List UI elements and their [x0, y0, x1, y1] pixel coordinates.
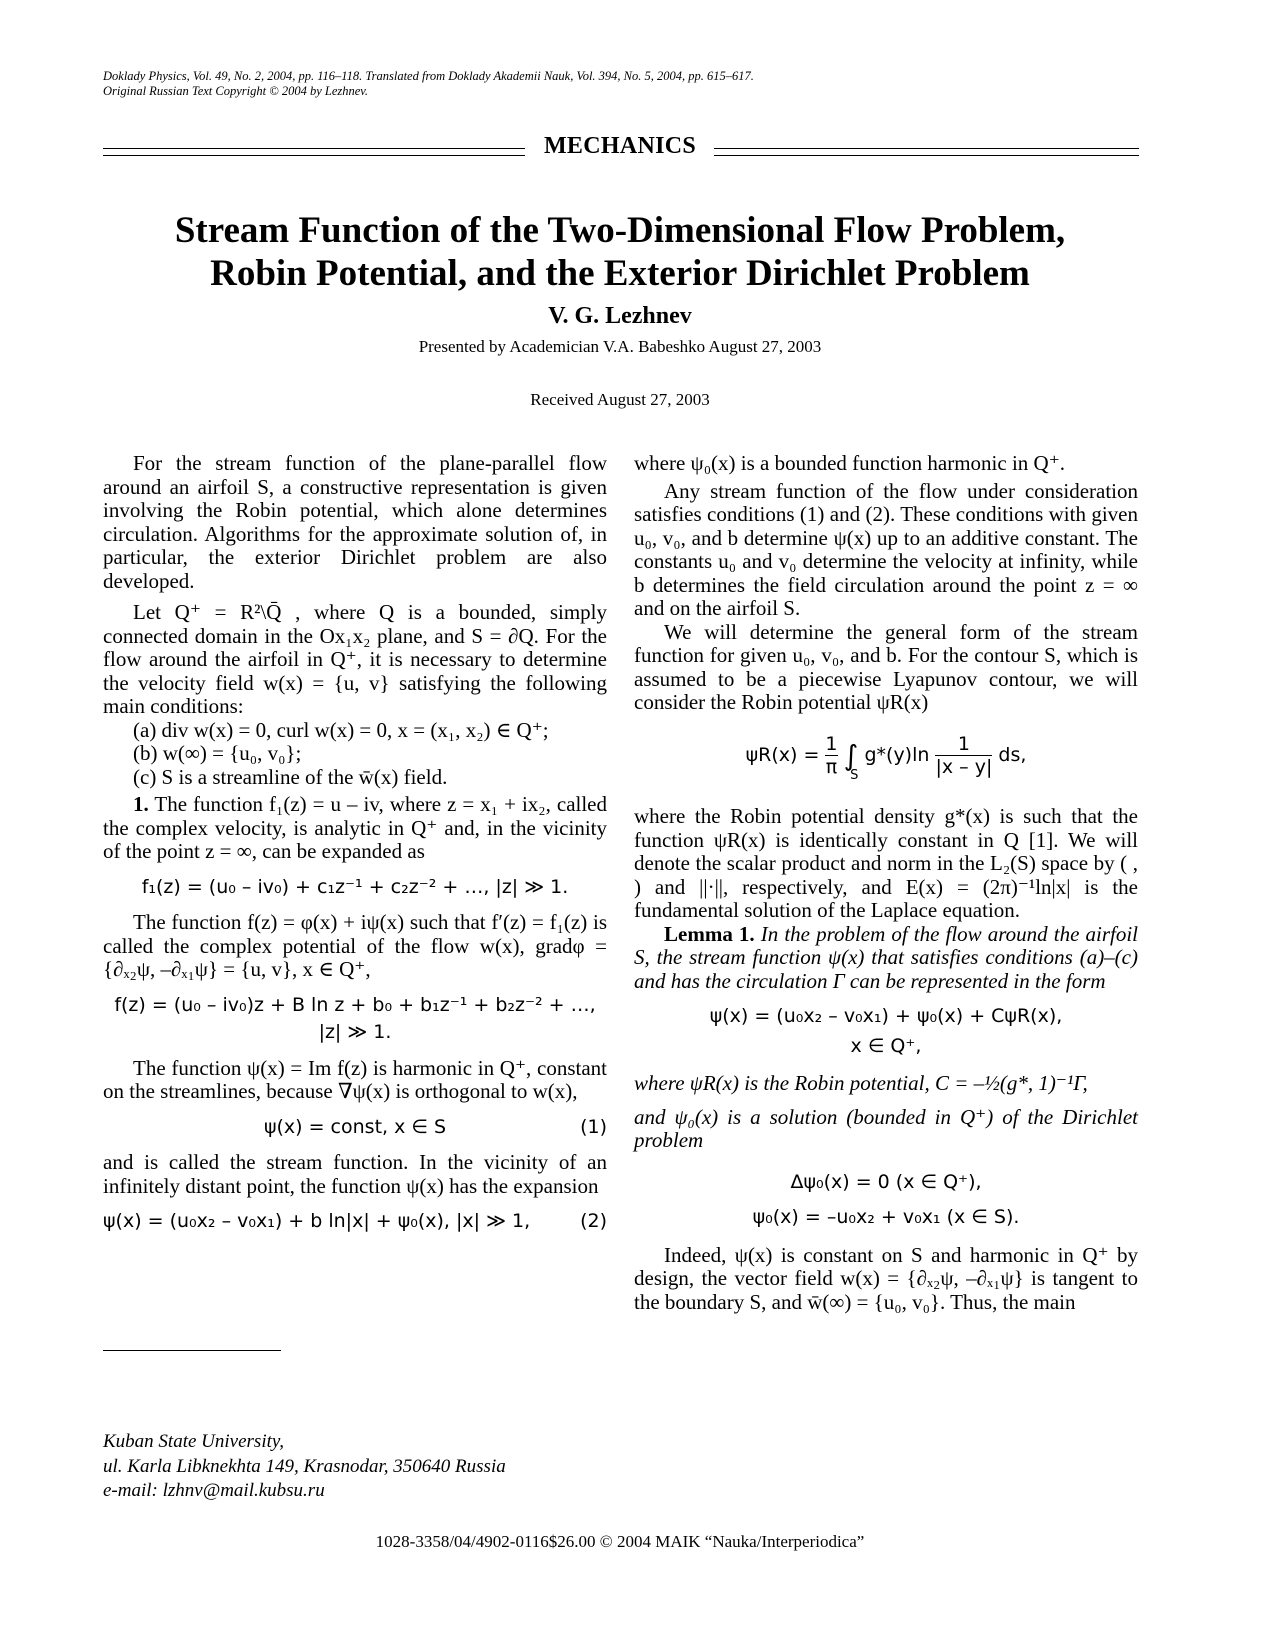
paragraph-conditions: Any stream function of the flow under consideration satisfies conditions (1) and (2). These conditions with given u₀, v₀, and b determine ψ(x) up to an additive constant. The constants u₀ and v₀ determine the velocity at infinity, while b determines the field circulation around the point z = ∞ and on the airfoil S. — [634, 478, 1138, 620]
integral-domain: S — [850, 767, 859, 783]
robin-tail: ds, — [998, 743, 1027, 766]
abstract: For the stream function of the plane-parallel flow around an airfoil S, a constructive representation is given involving the Robin potential, which alone determines circulation. Algorithms for the approximate solution of, in particular, the exterior Dirichlet problem are also developed. — [103, 451, 607, 593]
equation-2-body: ψ(x) = (u₀x₂ – v₀x₁) + b ln|x| + ψ₀(x), |x| ≫ 1, — [103, 1210, 531, 1232]
robin-coefficient-den: π — [825, 755, 838, 778]
robin-constant-text: where ψR(x) is the Robin potential, C = –½(g*, 1)⁻¹Γ, — [634, 1071, 1088, 1095]
condition-c: (c) S is a streamline of the w̄(x) field. — [133, 764, 448, 789]
equation-robin — [634, 733, 1138, 788]
robin-log-num: 1 — [957, 732, 970, 755]
equation-dirichlet-2: ψ₀(x) = –u₀x₂ + v₀x₁ (x ∈ S). — [752, 1206, 1020, 1228]
equation-1 — [103, 1116, 607, 1140]
equation-2-number: (2) — [580, 1210, 607, 1232]
citation-line-1: Doklady Physics, Vol. 49, No. 2, 2004, pp. 116–118. Translated from Doklady Akademii Nauk, Vol. 394, No. 5, 2004, pp. 615–617. — [103, 69, 754, 83]
right-column — [634, 452, 1138, 1314]
footnote-rule — [103, 1350, 281, 1351]
equation-2 — [103, 1210, 607, 1234]
equation-dirichlet-1: Δψ₀(x) = 0 (x ∈ Q⁺), — [790, 1170, 982, 1193]
robin-integrand: g*(y)ln — [864, 743, 930, 766]
paragraph-complex-potential: The function f(z) = φ(x) + iψ(x) such that f′(z) = f₁(z) is called the complex potential of the flow w(x), gradφ = {∂ₓ₂ψ, –∂ₓ₁ψ} = {u, v}, x ∈ Q⁺, — [103, 910, 607, 981]
affiliation-footnote — [103, 1430, 506, 1504]
paragraph-definitions: Let Q⁺ = R²\Q̄ , where Q is a bounded, simply connected domain in the Ox₁x₂ plane, and S = ∂Q. For the flow around the airfoil in Q⁺, it is necessary to determine the velocity field w(x) = {u, v} satisfying the following main conditions: — [103, 600, 607, 718]
robin-log-fraction — [935, 733, 992, 778]
paragraph-dirichlet — [634, 1106, 1138, 1153]
equation-f1: f₁(z) = (u₀ – iv₀) + c₁z⁻¹ + c₂z⁻² + …, |z| ≫ 1. — [141, 875, 569, 898]
robin-coefficient — [825, 733, 837, 778]
integral-sign: ∫ — [843, 738, 859, 772]
robin-coefficient-num: 1 — [825, 732, 838, 755]
paragraph-robin-constant — [634, 1072, 1138, 1096]
section-number-1: 1. — [133, 792, 149, 816]
left-column — [103, 452, 607, 1246]
equation-psi: ψ(x) = (u₀x₂ – v₀x₁) + ψ₀(x) + CψR(x), — [709, 1005, 1063, 1027]
condition-a: (a) div w(x) = 0, curl w(x) = 0, x = (x₁, x₂) ∈ Q⁺; — [133, 717, 549, 742]
title-line-2: Robin Potential, and the Exterior Dirichlet Problem — [210, 253, 1030, 294]
affiliation-line-2: ul. Karla Libknekhta 149, Krasnodar, 350640 Russia — [103, 1455, 506, 1477]
affiliation-email: e-mail: lzhnv@mail.kubsu.ru — [103, 1480, 325, 1501]
robin-log-den: |x – y| — [935, 755, 993, 778]
paragraph-psi0: where ψ₀(x) is a bounded function harmonic in Q⁺. — [634, 451, 1066, 475]
lemma-text: In the problem of the flow around the airfoil S, the stream function ψ(x) that satisfies conditions (a)–(c) and has the circulation Γ can be represented in the form — [634, 921, 1138, 993]
affiliation-line-1: Kuban State University, — [103, 1431, 285, 1452]
title-line-1: Stream Function of the Two-Dimensional Flow Problem, — [174, 210, 1066, 251]
paragraph-stream-expansion: and is called the stream function. In the vicinity of an infinitely distant point, the function ψ(x) has the expansion — [103, 1150, 607, 1198]
section-heading: MECHANICS — [543, 133, 697, 159]
paper-title — [0, 209, 1240, 295]
citation-line-2: Original Russian Text Copyright © 2004 by Lezhnev. — [103, 84, 369, 98]
paragraph-robin-density: where the Robin potential density g*(x) is such that the function ψR(x) is identically constant in Q [1]. We will denote the scalar product and norm in the L₂(S) space by ( , ) and ||·||, respectively, and E(x) = (2π)⁻¹ln|x| is the fundamental solution of the Laplace equation. — [634, 804, 1138, 922]
lemma-label: Lemma 1. — [664, 921, 755, 946]
equation-f: f(z) = (u₀ – iv₀)z + B ln z + b₀ + b₁z⁻¹ + b₂z⁻² + …, — [114, 993, 596, 1016]
paragraph-robin-intro: We will determine the general form of the stream function for given u₀, v₀, and b. For the contour S, which is assumed to be a piecewise Lyapunov contour, we will consider the Robin potential ψR(x) — [634, 619, 1138, 714]
section-rule-right — [714, 148, 1139, 156]
robin-lhs: ψR(x) = — [745, 743, 820, 766]
condition-b: (b) w(∞) = {u₀, v₀}; — [133, 741, 302, 765]
paragraph-complex-velocity-text: The function f₁(z) = u – iv, where z = x₁ + ix₂, called the complex velocity, is analytic in Q⁺ and, in the vicinity of the point z = ∞, can be expanded as — [103, 792, 608, 863]
equation-f-condition: |z| ≫ 1. — [318, 1021, 392, 1043]
page-footer: 1028-3358/04/4902-0116$26.00 © 2004 MAIK “Nauka/Interperiodica” — [375, 1532, 865, 1551]
author: V. G. Lezhnev — [548, 303, 692, 329]
equation-1-body: ψ(x) = const, x ∈ S — [263, 1115, 447, 1138]
lemma-1 — [634, 923, 1138, 994]
presented-by: Presented by Academician V.A. Babeshko August 27, 2003 — [418, 337, 822, 356]
equation-psi-condition: x ∈ Q⁺, — [850, 1034, 922, 1057]
paragraph-stream-harmonic: The function ψ(x) = Im f(z) is harmonic in Q⁺, constant on the streamlines, because ∇ψ(x) is orthogonal to w(x), — [103, 1055, 607, 1103]
dirichlet-text: and ψ₀(x) is a solution (bounded in Q⁺) of the Dirichlet problem — [634, 1104, 1138, 1152]
paragraph-complex-velocity — [103, 793, 607, 864]
equation-1-number: (1) — [580, 1115, 607, 1138]
citation-header — [103, 69, 754, 99]
received-date: Received August 27, 2003 — [530, 390, 710, 409]
paragraph-proof: Indeed, ψ(x) is constant on S and harmonic in Q⁺ by design, the vector field w(x) = {∂ₓ₂ψ, –∂ₓ₁ψ} is tangent to the boundary S, and w̄(∞) = {u₀, v₀}. Thus, the main — [634, 1242, 1138, 1314]
